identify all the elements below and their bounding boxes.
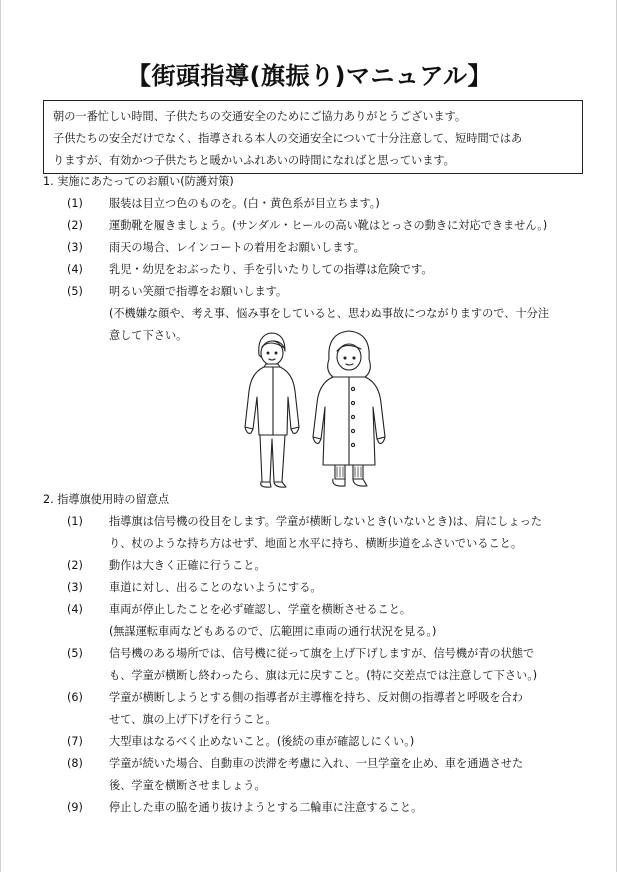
item-text: 乳児・幼児をおぶったり、手を引いたりしての指導は危険です。 <box>109 263 433 276</box>
list-item <box>43 753 603 797</box>
item-text: も、学童が横断し終わったら、旗は元に戻すこと。(特に交差点では注意して下さい。) <box>109 669 538 682</box>
item-text: 服装は目立つ色のものを。(白・黄色系が目立ちます。) <box>109 197 380 210</box>
item-number: (4) <box>67 603 83 616</box>
item-text: 指導旗は信号機の役目をします。学童が横断しないとき(いないとき)は、肩にしょった <box>109 515 542 528</box>
item-number: (3) <box>67 241 83 254</box>
item-text: 信号機のある場所では、信号機に従って旗を上げ下げしますが、信号機が青の状態で <box>109 647 535 660</box>
intro-box <box>43 100 583 174</box>
item-text: 学童が横断しようとする側の指導者が主導権を持ち、反対側の指導者と呼吸を合わ <box>109 691 523 704</box>
list-item <box>43 511 603 555</box>
list-item <box>43 797 603 819</box>
item-text: り、杖のような持ち方はせず、地面と水平に持ち、横断歩道をふさいでいること。 <box>109 537 523 550</box>
item-text: 車道に対し、出ることのないようにする。 <box>109 581 322 594</box>
page-title: 【街頭指導(旗振り)マニュアル】 <box>127 62 492 90</box>
item-text: 動作は大きく正確に行うこと。 <box>109 559 266 572</box>
item-number: (4) <box>67 263 83 276</box>
item-text: (不機嫌な顔や、考え事、悩み事をしていると、思わぬ事故につながりますので、十分注 <box>109 307 550 320</box>
intro-line: りますが、有効かつ子供たちと暖かいふれあいの時間になればと思っています。 <box>53 154 455 167</box>
intro-line: 朝の一番忙しい時間、子供たちの交通安全のためにご協力ありがとうございます。 <box>53 110 467 123</box>
two-children-clothing-illustration <box>233 327 393 492</box>
item-number: (2) <box>67 559 83 572</box>
item-number: (2) <box>67 219 83 232</box>
list-item <box>43 215 603 237</box>
section-heading: 2. 指導旗使用時の留意点 <box>43 493 170 506</box>
item-text: 明るい笑顔で指導をお願いします。 <box>109 285 288 298</box>
intro-line: 子供たちの安全だけでなく、指導される本人の交通安全について十分注意して、短時間ではあ <box>53 132 523 145</box>
item-text: せて、旗の上げ下げを行うこと。 <box>109 713 277 726</box>
item-number: (5) <box>67 647 83 660</box>
list-item <box>43 577 603 599</box>
item-text: (無謀運転車両などもあるので、広範囲に車両の通行状況を見る。) <box>109 625 437 638</box>
list-item <box>43 237 603 259</box>
list-item <box>43 599 603 643</box>
section-heading: 1. 実施にあたってのお願い(防護対策) <box>43 175 234 188</box>
item-number: (1) <box>67 515 83 528</box>
item-number: (9) <box>67 801 83 814</box>
section-flag-usage-notes <box>43 489 603 819</box>
list-item <box>43 687 603 731</box>
section-protective-measures <box>43 171 603 347</box>
item-text: 停止した車の脇を通り抜けようとする二輪車に注意すること。 <box>109 801 423 814</box>
item-text: 学童が続いた場合、自動車の渋滞を考慮に入れ、一旦学童を止め、車を通過させた <box>109 757 524 770</box>
list-item <box>43 643 603 687</box>
item-text: 大型車はなるべく止めないこと。(後続の車が確認しにくい。) <box>109 735 415 748</box>
item-number: (8) <box>67 757 83 770</box>
list-item <box>43 731 603 753</box>
item-text: 後、学童を横断させましょう。 <box>109 779 266 792</box>
list-item <box>43 555 603 577</box>
child-in-raincoat-figure <box>313 331 385 486</box>
item-number: (5) <box>67 285 83 298</box>
item-text: 意して下さい。 <box>109 329 188 342</box>
item-text: 運動靴を履きましょう。(サンダル・ヒールの高い靴はとっさの動きに対応できません。) <box>109 219 548 232</box>
item-text: 車両が停止したことを必ず確認し、学童を横断させること。 <box>109 603 412 616</box>
item-number: (1) <box>67 197 83 210</box>
item-number: (7) <box>67 735 83 748</box>
child-in-jacket-figure <box>245 333 299 487</box>
item-text: 雨天の場合、レインコートの着用をお願いします。 <box>109 241 365 254</box>
list-item <box>43 259 603 281</box>
item-number: (3) <box>67 581 83 594</box>
item-number: (6) <box>67 691 83 704</box>
list-item <box>43 193 603 215</box>
